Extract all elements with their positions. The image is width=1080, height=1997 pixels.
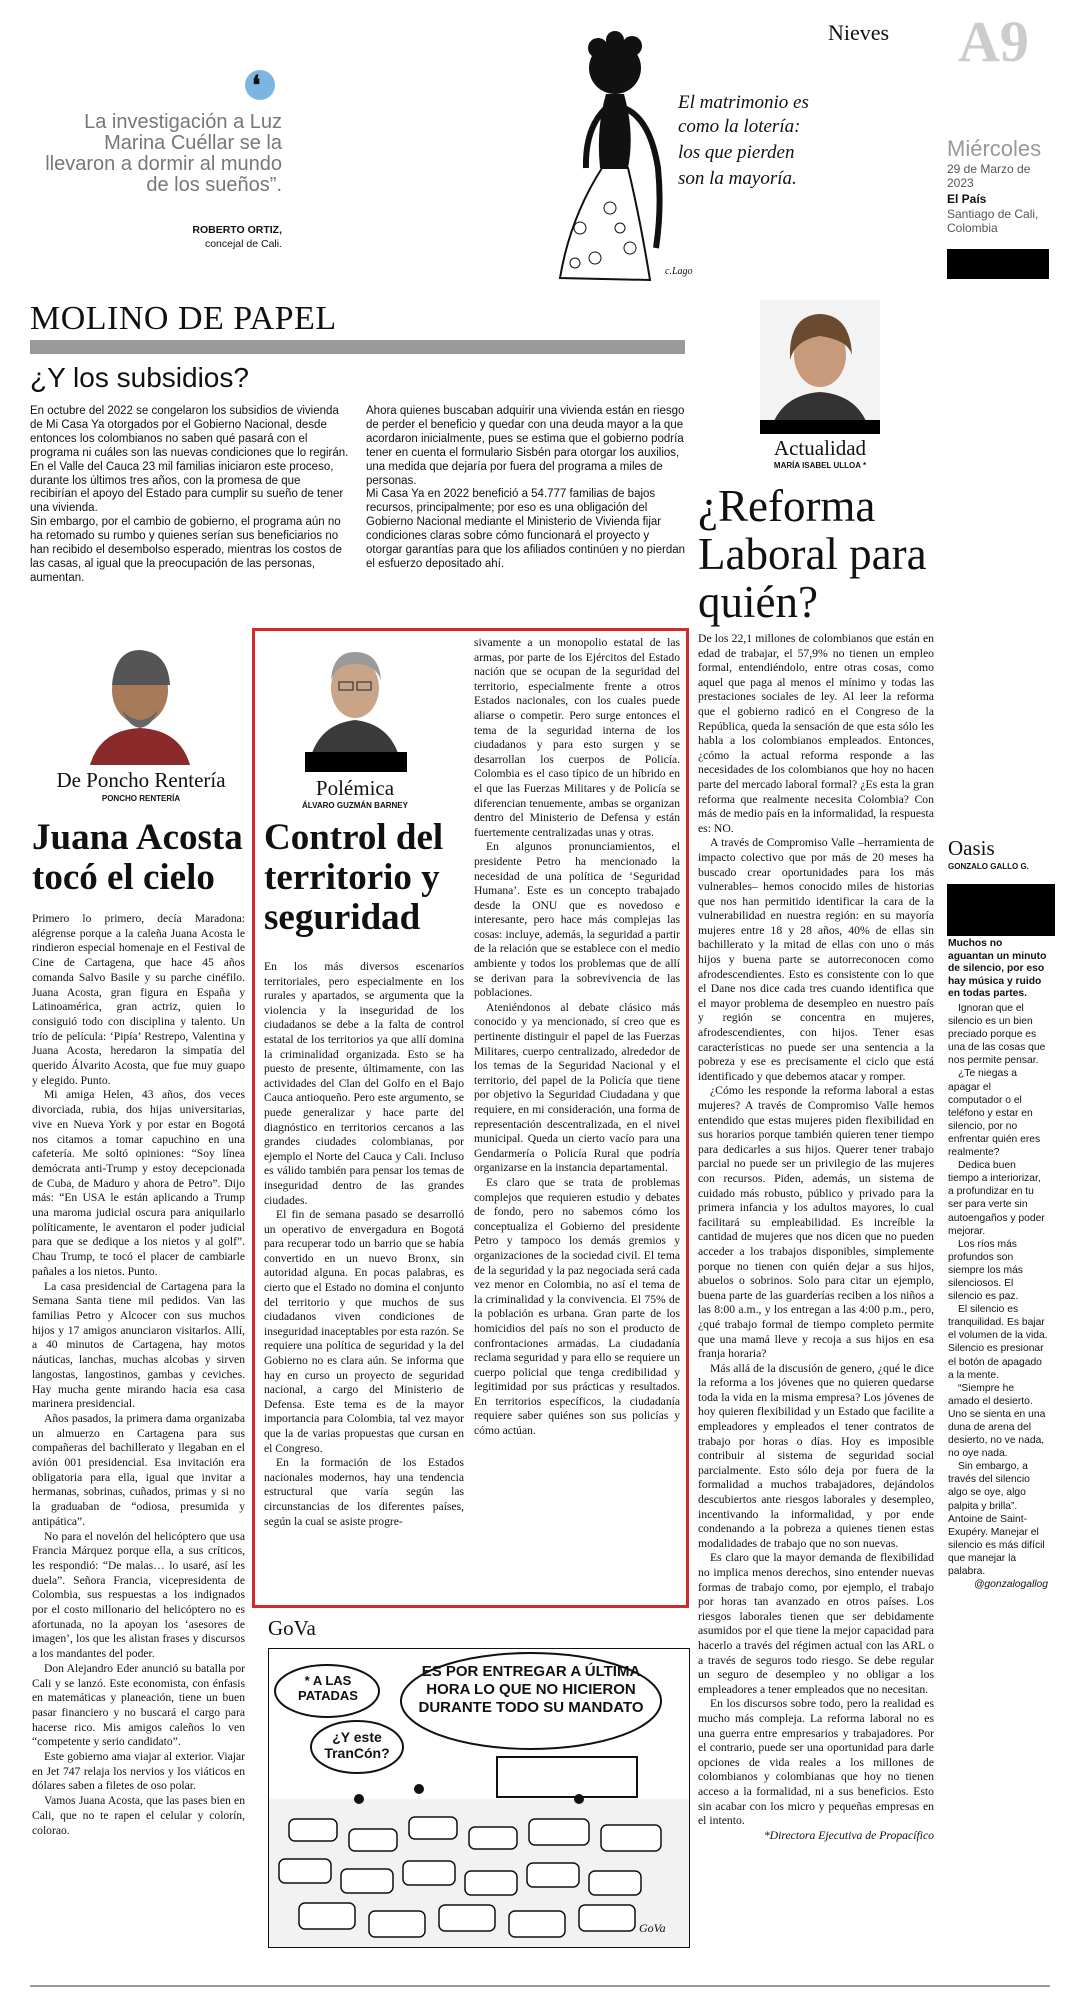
molino-col2-p1: Ahora quienes buscaban adquirir una vivienda están en riesgo de perder el beneficio y quedar con una deuda mayor a la que acordaron inicialmente, pues se estima que el gobierno podría tener en cuenta el formulario Sisbén para otorgar los auxilios, una medida que dejaría por fuera del programa a miles de personas. [366,405,685,487]
author-photo-renteria [80,630,200,765]
gova-bubble-1: * A LAS PATADAS [298,1673,358,1703]
author-photo-ulloa [760,300,880,432]
polemica-col1-p3: En la formación de los Estados nacionales modernos, hay una tendencia estructural que varía según las circunstancias de los diferentes países, según la cual se asiste progre- [264,1456,464,1528]
quote-role: concejal de Cali. [204,238,282,250]
cartoon-caption-line-1: El matrimonio es [678,92,809,113]
polemica-col2-p1: sivamente a un monopolio estatal de las armas, por parte de los Ejércitos del Estado nación que se ocupan de la seguridad del territorio, especialmente frente a otros Estados nacionales, con los cuales puede aliarse o competir. Pero surge entonces el tema de la seguridad interna de los ciudadanos y para esto surgen y se desarrollan los cuerpos de Policía. Colombia es el caso típico de un híbrido en el que las Fuerzas Militares y de Policía se diferencian tenuemente, ambas se organizan dentro del Ministerio de Defensa y están fuertemente centralizadas unas y otras. [474,636,680,839]
quote-text: La investigación a Luz Marina Cuéllar se la llevaron a dormir al mundo de los sueños”. [45,111,282,196]
molino-headline: ¿Y los subsidios? [30,362,249,393]
actualidad-author: MARÍA ISABEL ULLOA * [773,461,867,470]
gova-label: GoVa [268,1616,316,1640]
poncho-kicker: De Poncho Rentería [56,768,226,792]
city-name: Santiago de Cali, Colombia [947,207,1039,235]
bottom-rule [30,1985,1050,1987]
poncho-p6: Don Alejandro Eder anunció su batalla por Cali y se lanzó. Este economista, con énfasis en matemáticas y planeación, tiene un buen pasar financiero y no buscará el cargo para hacerse rico. Mis amigos caleños lo ven “competente y serio candidato”. [32,1661,245,1749]
cartoon-caption-line-3: los que pierden [678,142,795,163]
polemica-col1-p2: El fin de semana pasado se desarrolló un operativo de envergadura en Bogotá para recuperar todo un barrio que se había convertido en un nuevo Bronx, sin autoridad alguna. En pocas palabras, es cierto que el Estado no domina el conjunto del territorio y que muchos de sus ciudadanos viven condiciones de inseguridad inaceptables por esta razón. Se requiere una política de seguridad y la del Gobierno no es clara aún. Se informa que hay en curso un proyecto de seguridad nacional, a cargo del Ministerio de Defensa. Este tema es de la mayor importancia para Colombia, tal vez mayor que la de varias propuestas que cursan en el Congreso. [264,1208,464,1455]
header-black-box [947,249,1049,279]
gova-bubble-3: ES POR ENTREGAR A ÚLTIMA HORA LO QUE NO HICIERON DURANTE TODO SU MANDATO [418,1663,644,1716]
polemica-col2-p2: En algunos pronunciamientos, el presidente Petro ha mencionado la necesidad de una política de ‘Seguridad Humana’. Este es un concepto trabajado desde la ONU que es novedoso e interesante, pero hace más complejas las cosas: incluye, además, la seguridad a partir de la relación que se establece con el medio ambiente y todos los problemas que de allí se derivan para la sobrevivencia de las poblaciones. [474,840,680,1000]
quote-box [30,60,285,260]
polemica-col2-p3: Ateniéndonos al debate clásico más conocido y ya mencionado, sí creo que es pertinente distinguir el papel de las Fuerzas Militares, cuerpo centralizado, alrededor de los temas de la Seguridad Nacional y el territorio, del papel de la Policía que tiene por objetivo la Seguridad Ciudadana y que requiere, en mi consideración, una forma de representación descentralizada, en el nivel municipal. Queda un cierto vacío para una Gendarmería o Policía Rural que podría organizarse en la instancia departamental. [474,1000,680,1175]
polemica-author: ÁLVARO GUZMÁN BARNEY [302,801,408,810]
actualidad-p2: A través de Compromiso Valle –herramienta de impacto colectivo que por más de 20 meses ha buscado crear oportunidades para los más vulnerables– hemos conocido miles de historias que nos han permitido identificar la cara de la vulnerabilidad en nuestra región: en su mayoría mujeres entre 18 y 28 años, 40% de ellas sin bachillerato y la mitad de ellas con uno o más hijos y buena parte se autorreconocen como afrodescendientes. Esto es consistente con lo que el Dane nos dice cada tres cuando identifica que el mayor problema de desempleo en nuestro país y región se concentra en mujeres, afrodescendientes, con hijos. Tener esas características no puede ser una sentencia a la pobreza y ese es precisamente el ciclo que está identificado y que debemos atacar y romper. [698,836,934,1083]
molino-col2-p2: Mi Casa Ya en 2022 benefició a 54.777 familias de bajos recursos, principalmente; por eso es una obligación del Gobierno Nacional mediante el Ministerio de Vivienda fijar condiciones claras sobre cómo funcionará el proyecto y otorgar garantías para que los afiliados continúen y no pierdan el esfuerzo depositado ahí. [366,488,686,570]
actualidad-photo-bar [760,420,880,434]
gova-signature: GoVa [639,1921,666,1935]
actualidad-p4: Más allá de la discusión de genero, ¿qué le dice la reforma a los jóvenes que no quieren quedarse toda la vida en la misma empresa? Los jóvenes de hoy quieren flexibilidad y un Estado que facilite a empleadores y empleados el tener contratos de trabajo por horas o días. Hoy es imposible contribuir al sistema de seguridad social parcialmente. Esto sólo deja por fuera de la formalidad a muchos trabajadores, dejándolos descubiertos ante riesgos laborales y desempleo, incentivando la informalidad, y por ende condenando a la pobreza a quienes tienen estas modalidades de trabajo que no son nuevas. [698,1361,934,1550]
cartoon-signature: c.Lago [665,266,693,277]
actualidad-footnote: *Directora Ejecutiva de Propacífico [763,1828,934,1842]
actualidad-p1: De los 22,1 millones de colombianos que están en edad de trabajar, el 57,9% no tienen un empleo formal, entendiéndolo, entre otras cosas, como aquel que paga al menos el mínimo y todas las prestaciones sociales de ley. Al leer la reforma que el gobierno radicó en el Congreso de la República, queda la sensación de que esta sólo les habla a los colombianos empleados. Entonces, ¿cómo la actual reforma responde a las necesidades de los colombianos que hoy no hacen parte del mercado laboral formal? ¿Es esta la gran reforma que realmente necesita Colombia? Con más de medio país en la informalidad, la respuesta es: NO. [698,632,934,835]
oasis-p7: Sin embargo, a través del silencio algo se oye, algo palpita y brilla”. Antoine de Saint-Exupéry. Manejar el silencio es más difícil que manejar la palabra. [948,1461,1045,1578]
molino-col1 [30,405,350,586]
actualidad-p6: En los discursos sobre todo, pero la realidad es mucho más compleja. La reforma laboral no es una guerra entre empresarios y trabajadores. Por el contrario, puede ser una oportunidad para darle opciones de vida reales a los millones de colombianos y colombianas que hoy no tienen acceso a la formalidad, ni a sus beneficios. Esto sin acabar con los micro y pequeñas empresas en el intento. [698,1697,934,1828]
actualidad-kicker: Actualidad [773,436,867,460]
molino-col1-p2: En el Valle del Cauca 23 mil familias iniciaron este proceso, durante los últimos tres años, con la promesa de que recibirían el apoyo del Estado para cumplir su sueño de tener una vivienda. [30,460,344,515]
quote-mark-glyph: ❛ [252,70,261,100]
oasis-p6: “Siempre he amado el desierto. Uno se sienta en una duna de arena del desierto, no ve nada, no oye nada. [948,1382,1046,1460]
polemica-col2-p4: Es claro que se trata de problemas complejos que requieren estudio y debates de fondo, pero no sabemos cómo los conceptualiza el Gobierno del presidente Petro y tampoco los demás gremios y organizaciones de la sociedad civil. El tema de la seguridad y la paz negociada será cada vez menor en Colombia, no así el tema de la criminalidad y la convivencia. El 75% de la población es urbana. Gran parte de los homicidios del país no son el producto de confrontaciones armadas. La ciudadanía reclama seguridad y para ello se requiere un cuerpo policial que tenga credibilidad y legitimidad por sus prácticas y resultados. En territorios específicos, la ciudadanía requiere saber quiénes son sus policías y cómo actúan. [474,1175,680,1438]
polemica-headline: Control del territorio y seguridad [264,817,444,938]
poncho-headline: Juana Acosta tocó el cielo [32,817,243,898]
poncho-author: PONCHO RENTERÍA [101,794,181,803]
poncho-p7: Este gobierno ama viajar al exterior. Viajar en Jet 747 relaja los nervios y los viáticos en dólares saben a filetes de oso polar. [32,1750,245,1793]
polemica-col1 [264,960,464,1529]
molino-section-title: MOLINO DE PAPEL [30,300,337,337]
oasis-author: GONZALO GALLO G. [948,862,1029,871]
oasis-p3: Dedica buen tiempo a interiorizar, a profundizar en tu ser para verte sin autoengaños y poder mejorar. [948,1160,1045,1237]
poncho-p8: Vamos Juana Acosta, que las pases bien en Cali, que no te rapen el celular y colorín, colorao. [32,1794,245,1837]
polemica-col2 [474,636,680,1439]
poncho-p2: Mi amiga Helen, 43 años, dos veces divorciada, rubia, dos hijas universitarias, vive en Nueva York y por estar en Bogotá nos citamos a tomar capuchino en una cafetería. Me soltó opiniones: “Soy línea demócrata anti-Trump y estoy decepcionada de Cuba, de Maduro y ahora de Petro”. Dijo más: “En USA le están aplicando a Trump una maroma judicial oscura para aniquilarlo políticamente, le aventaron el poder judicial para que se dedique a los nietos y al golf”. Chau Trump, te tocó el placer de cambiarle pañales a los nietos. Punto. [32,1088,245,1278]
oasis-black-box [947,884,1055,936]
page-number: A9 [958,9,1029,74]
oasis-p4: Los ríos más profundos son siempre los más silenciosos. El silencio es paz. [948,1238,1023,1303]
actualidad-headline: ¿Reforma Laboral para quién? [698,481,927,627]
section-name: Nieves [828,20,890,45]
oasis-lead: Muchos no aguantan un minuto de silencio, por eso hay música y ruido en todas partes. [948,938,1047,999]
actualidad-p3: ¿Cómo les responde la reforma laboral a estas mujeres? A través de Compromiso Valle hemos entendido que estas mujeres piden flexibilidad en sus horarios porque también quieren tener tiempo para dedicarles a sus hijos. Querer tener trabajo parcial no puede ser un privilegio de las mujeres con recursos. Piden, además, un sistema de cuidado más robusto, público y privado para la primera infancia y los adultos mayores, lo cual facilitará su empleabilidad. Es increíble la cantidad de mujeres que nos dicen que no pueden acceder a los trabajos disponibles, simplemente porque no tienen con quién dejar a sus hijos, abuelos o sobrinos. Solo para citar un ejemplo, buena parte de las guarderías reciben a los niños a las 8:00 a.m., y los entregan a las 4:00 p.m., pero, ¿qué trabajo formal de tiempo completo permite que una mamá lleve y recoja a sus hijos en esa franja horaria? [698,1084,934,1361]
date-full: 29 de Marzo de 2023 [947,162,1031,190]
oasis-p2: ¿Te niegas a apagar el computador o el teléfono y estar en silencio, por no enfrentar quién eres realmente? [948,1068,1041,1159]
molino-col2 [366,405,686,572]
oasis-p5: El silencio es tranquilidad. Es bajar el volumen de la vida. Silencio es presionar el botón de apagado a la mente. [948,1304,1048,1381]
author-photo-guzman [305,638,405,756]
oasis-handle: @gonzalogallog [973,1579,1048,1591]
oasis-body [948,1002,1048,1591]
polemica-col1-p1: En los más diversos escenarios territoriales, pero especialmente en los rurales y apartados, se argumenta que la violencia y la inseguridad de los ciudadanos se debe a la falta de control estatal de los territorios ya que allí domina la criminalidad organizada. Esto se ha puesto de presente, últimamente, con las actividades del Clan del Golfo en el Bajo Cauca antioqueño. Pero este argumento, se puede generalizar y hace parte del diagnóstico en territorios cercanos a las grandes ciudades colombianas, por ejemplo el Norte del Cauca y Cali. Incluso es válido también para pensar los temas de inseguridad dentro de las grandes ciudades. [264,960,464,1207]
newspaper-name: El País [947,192,987,206]
molino-col1-p3: Sin embargo, por el cambio de gobierno, el programa aún no ha retomado su rumbo y quienes serían sus beneficiarios no han recibido el desembolso esperado, mientras los costos de las casas, al igual que la preocupación de las personas, aumentan. [30,516,342,584]
gova-cartoon [268,1648,690,1948]
oasis-kicker: Oasis [948,836,995,860]
cartoon-caption-line-2: como la lotería: [678,116,801,137]
poncho-p1: Primero lo primero, decía Maradona: alégrense porque a la caleña Juana Acosta le rindieron especial homenaje en el Festival de Cine de Cartagena, que hace 45 años comanda Salvo Basile y su parche cinéfilo. Juana Acosta, gran figura en España y Latinoamérica, gran actriz, quien lo consiguió todo con disciplina y talento. Un trío de película: ‘Pipía’ Restrepo, Valentina y Juana Acosta, heredaron la simpatía del querido Álvarito Acosta, que fue muy guapo y elegido. Punto. [32,912,245,1087]
cartoon-caption-line-4: son la mayoría. [678,168,797,189]
molino-rule [30,340,685,354]
poncho-body [32,912,245,1838]
molino-col1-p1: En octubre del 2022 se congelaron los subsidios de vivienda de Mi Casa Ya otorgados por el Gobierno Nacional, desde entonces los colombianos no saben qué pasará con el programa ni cuáles son las nuevas condiciones que lo regirán. [30,405,349,459]
poncho-p5: No para el novelón del helicóptero que usa Francia Márquez porque ella, a sus críticos, les respondió: “De malas… lo usaré, así les duela”. Señora Francia, vicepresidenta de Colombia, sus respuestas a los indignados por el costo millonario del helicóptero no es afortunada, no la apoyan los ‘asesores de imagen’, los que les alistan frases y discursos a los mandantes del poder. [32,1529,245,1661]
polemica-kicker: Polémica [315,776,395,800]
poncho-p4: Años pasados, la primera dama organizaba un almuerzo en Cartagena para sus compañeras del bachillerato y llegaban en el avión 001 presidencial. Esa invitación era obligatoria para ella, igual que invitar a hermanas, sobrinas, cuñados, primas y si no la graduaban de “odiosa, presumida y antipática”. [32,1411,245,1528]
polemica-photo-bar [305,752,407,772]
date-weekday: Miércoles [947,136,1042,161]
actualidad-p5: Es claro que la mayor demanda de flexibilidad no implica menos derechos, sino entender nuevas formas de trabajo como, por ejemplo, el trabajo por horas tan avanzado en otros países. Los riesgos laborales tienen que ser debidamente asumidos por el que tiene la mejor capacidad para hacerlo a través del régimen actual con las ARL o a través de seguros todo riesgo. Se debe regular un seguro de desempleo y no obligar a los empleadores a tener empleados que no necesitan. [698,1551,934,1696]
quote-author: ROBERTO ORTIZ, [192,224,282,236]
actualidad-body [698,632,934,1843]
cartoon-woman-illustration [540,18,690,288]
top-cartoon [540,18,880,288]
poncho-p3: La casa presidencial de Cartagena para la Semana Santa tiene mil pedidos. Van las familias Petro y Alcocer con sus muchos hijos y 17 amigos anunciaron visitarlos. Allí, a 40 minutos de Cartagena, hay motos náuticas, lanchas, muchas alcobas y sirven langostas, langostinos, gambas y ceviches. Hay mucha gente mirando hacia esa casa marinera presidencial. [32,1279,245,1411]
oasis-p1: Ignoran que el silencio es un bien preciado porque es una de las cosas que nos permite pensar. [948,1003,1046,1067]
gova-bubble-2: ¿Y este TranCón? [324,1729,390,1761]
